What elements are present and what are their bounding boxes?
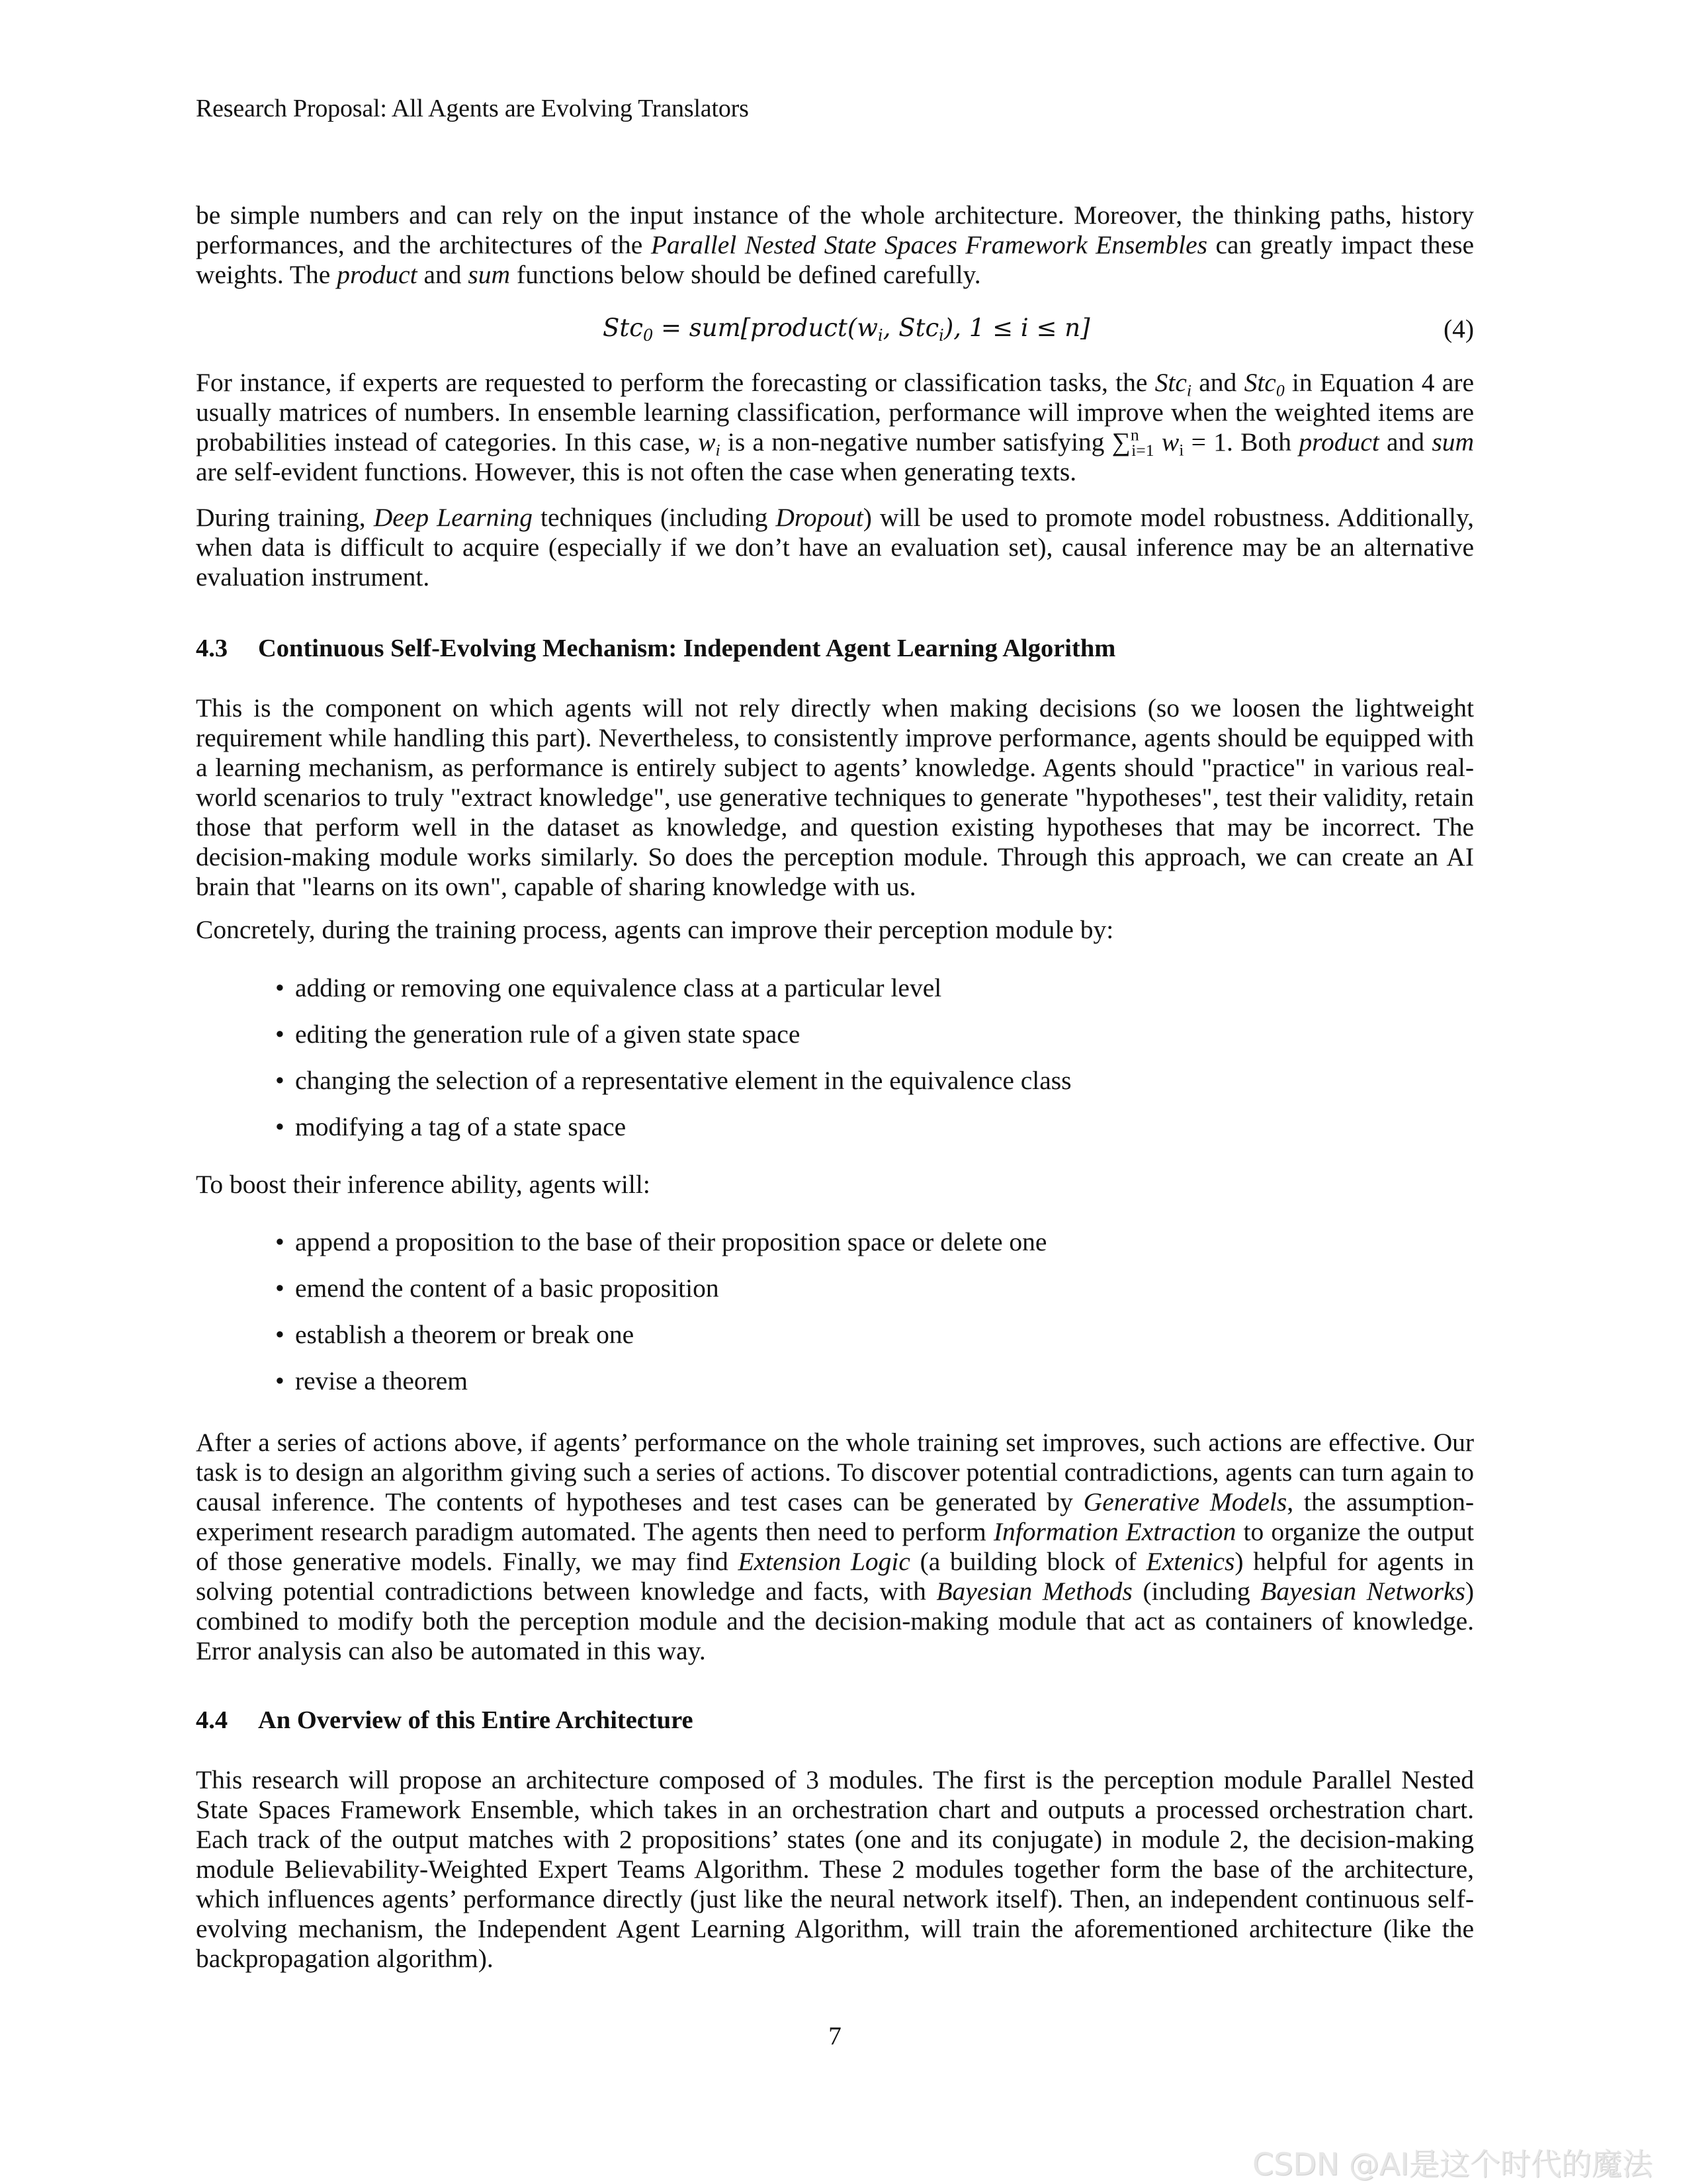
equation-number: (4)	[1443, 314, 1474, 343]
italic-term: product	[337, 260, 417, 289]
section-title: An Overview of this Entire Architecture	[258, 1706, 693, 1734]
section-heading-4-3	[196, 634, 1115, 663]
italic-term: sum	[468, 260, 511, 289]
bullet-icon: •	[275, 1020, 284, 1049]
section-number: 4.3	[196, 634, 228, 662]
list-item: • append a proposition to the base of their proposition space or delete one	[275, 1227, 1047, 1256]
bullet-icon: •	[275, 1274, 284, 1303]
equation-4	[196, 314, 1474, 347]
italic-term: Dropout	[775, 503, 863, 532]
bullet-icon: •	[275, 1320, 284, 1349]
paragraph-architecture-overview: This research will propose an architecture composed of 3 modules. The first is the perception module Parallel Nested State Spaces Framework Ensemble, which takes in an orchestration chart and outputs a processed orchestration chart. Each track of the output matches with 2 propositions’ states (one and its conjugate) in module 2, the decision-making module Believability-Weighted Expert Teams Algorithm. These 2 modules together form the base of the architecture, which influences agents’ performance directly (just like the neural network itself). Then, an independent continuous self-evolving mechanism, the Independent Agent Learning Algorithm, will train the aforementioned architecture (like the backpropagation algorithm).	[196, 1765, 1474, 1973]
italic-term: Deep Learning	[373, 503, 533, 532]
list-item: • establish a theorem or break one	[275, 1320, 634, 1349]
perception-actions-list	[196, 973, 1474, 1158]
math-summation: ∑$^n_{i=1}$ $w_i = 1$	[1111, 425, 1227, 460]
paragraph-inference-intro: To boost their inference ability, agents will:	[196, 1170, 650, 1199]
math-w-i: $w_i$	[698, 427, 720, 460]
section-number: 4.4	[196, 1706, 228, 1734]
inference-actions-list	[196, 1227, 1474, 1413]
paragraph-weights: be simple numbers and can rely on the input instance of the whole architecture. Moreover, the thinking paths, history performances, and the architectures of the Parallel Nested State Spaces Framework Ensembles can greatly impact these weights. The product and sum functions below should be defined carefully.	[196, 200, 1474, 289]
page-number: 7	[828, 2021, 842, 2050]
list-item: • emend the content of a basic proposition	[275, 1274, 719, 1303]
bullet-icon: •	[275, 1066, 284, 1095]
paragraph-series-of-actions: After a series of actions above, if agents’ performance on the whole training set improves, such actions are effective. Our task is to design an algorithm giving such a series of actions. To discover potential contradictions, agents can turn again to causal inference. The contents of hypotheses and test cases can be generated by Generative Models, the assumption-experiment research paradigm automated. The agents then need to perform Information Extraction to organize the output of those generative models. Finally, we may find Extension Logic (a building block of Extenics) helpful for agents in solving potential contradictions between knowledge and facts, with Bayesian Methods (including Bayesian Networks) combined to modify both the perception module and the decision-making module that act as containers of knowledge. Error analysis can also be automated in this way.	[196, 1428, 1475, 1665]
bullet-icon: •	[275, 1366, 284, 1395]
list-item: • changing the selection of a representative element in the equivalence class	[275, 1066, 1072, 1095]
bullet-icon: •	[275, 1112, 284, 1141]
math-stc-0: Stc$_0$	[1244, 368, 1285, 400]
bullet-icon: •	[275, 1227, 284, 1256]
paragraph-instance: For instance, if experts are requested to perform the forecasting or classification tasks, the Stc$_i$ and Stc$_0$ in Equation 4 are usually matrices of numbers. In ensemble learning classification, performance will improve when the weighted items are probabilities instead of categories. In this case, $w_i$ is a non-negative number satisfying ∑$^n_{i=1}$ $w_i = 1$. Both product and sum are self-evident functions. However, this is not often the case when generating texts.	[196, 368, 1475, 486]
list-item: • modifying a tag of a state space	[275, 1112, 627, 1141]
section-title: Continuous Self-Evolving Mechanism: Independent Agent Learning Algorithm	[258, 634, 1116, 662]
section-heading-4-4	[196, 1706, 693, 1735]
running-header-title: Research Proposal: All Agents are Evolving Translators	[196, 95, 749, 122]
paragraph-component: This is the component on which agents will not rely directly when making decisions (so we loosen the lightweight requirement while handling this part). Nevertheless, to consistently improve performance, agents should be equipped with a learning mechanism, as performance is entirely subject to agents’ knowledge. Agents should "practice" in various real-world scenarios to truly "extract knowledge", use generative techniques to generate "hypotheses", test their validity, retain those that perform well in the dataset as knowledge, and question existing hypotheses that may be incorrect. The decision-making module works similarly. So does the perception module. Through this approach, we can create an AI brain that "learns on its own", capable of sharing knowledge with us.	[196, 693, 1474, 901]
csdn-watermark: CSDN @AI是这个时代的魔法	[1252, 2146, 1653, 2182]
paragraph-training: During training, Deep Learning techniques (including Dropout) will be used to promote model robustness. Additionally, when data is difficult to acquire (especially if we don’t have an evaluation set), causal inference may be an alternative evaluation instrument.	[196, 503, 1475, 591]
list-item: • editing the generation rule of a given state space	[275, 1020, 800, 1049]
equation-expression: $Stc_0 = sum[product(w_i$, Stc$_i$), 1 ≤ i ≤ n]	[603, 314, 1090, 345]
italic-term: Parallel Nested State Spaces Framework Ensembles	[650, 230, 1208, 259]
paragraph-perception-intro: Concretely, during the training process, agents can improve their perception module by:	[196, 915, 1114, 944]
list-item: • revise a theorem	[275, 1366, 468, 1395]
math-stc-i: Stc$_i$	[1154, 368, 1192, 400]
bullet-icon: •	[275, 973, 284, 1002]
list-item: • adding or removing one equivalence class at a particular level	[275, 973, 942, 1002]
